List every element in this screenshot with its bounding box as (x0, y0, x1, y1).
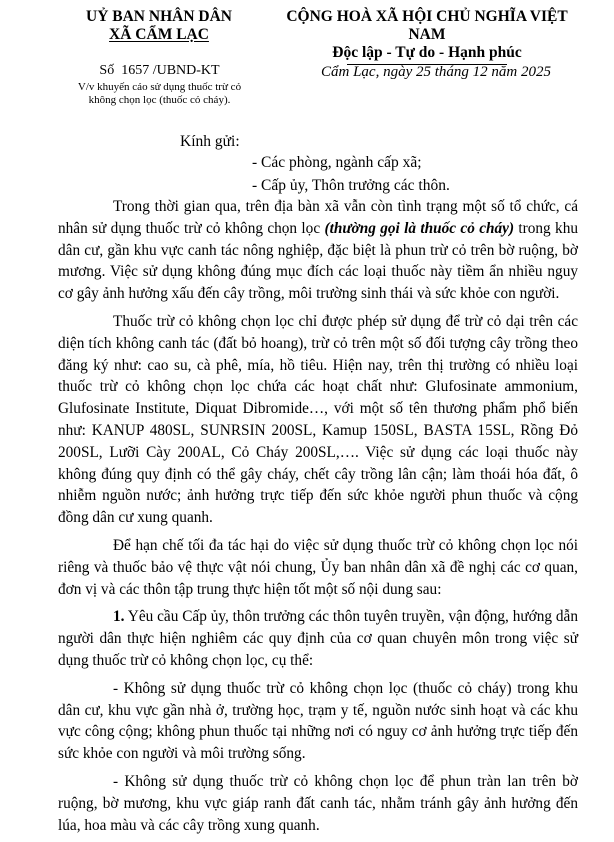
motto: Độc lập - Tự do - Hạnh phúc (332, 44, 522, 61)
number-suffix: /UBND-KT (152, 63, 220, 78)
salutation: Kính gửi: (180, 133, 240, 150)
paragraph-1-part-c: trong khu dân cư, gần khu vực canh tác nông nghiệp, đặc biệt là phun trừ cỏ trên bờ ruộng, bờ mương. Việc sử dụng không đúng mục đích các loại thuốc này tiềm ẩn nhiều nguy cơ gây ảnh hưởng xấu đến cây trồng, môi trường sinh thái và sức khỏe con người. (58, 219, 579, 303)
date-year: năm 2025 (491, 64, 551, 80)
issuing-authority (64, 8, 254, 44)
place-and-date (286, 63, 586, 81)
document-subject (52, 81, 267, 106)
date-day: 25 (415, 64, 431, 80)
paragraph-1-emphasis: (thường gọi là thuốc cỏ cháy) (324, 219, 515, 237)
number-value: 1657 (121, 63, 150, 78)
place-prefix: Cẩm Lạc, ngày (320, 64, 413, 80)
paragraph-3: Để hạn chế tối đa tác hại do việc sử dụng thuốc trừ cỏ không chọn lọc nói riêng và thuốc bảo vệ thực vật nói chung, Ủy ban nhân dân xã đề nghị các cơ quan, đơn vị và các thôn tập trung thực hiện tốt một số nội dung sau: (58, 536, 578, 598)
paragraph-2: Thuốc trừ cỏ không chọn lọc chỉ được phép sử dụng để trừ cỏ dại trên các diện tích không canh tác (đất bỏ hoang), trừ cỏ trên một số đối tượng cây trồng theo đăng ký như: cao su, cà phê, mía, hồ tiêu. Hiện nay, trên thị trường có nhiều loại thuốc trừ cỏ không chọn lọc chứa các hoạt chất như: Glufosinate ammonium, Glufosinate Institute, Diquat Dibromide…, với một số tên thương phẩm phổ biến như: KANUP 480SL, SUNRSIN 200SL, Kamup 150SL, BASTA 15SL, Rồng Đỏ 200SL, Lưỡi Cày 200AL, Cỏ Cháy 200SL,…. Việc sử dụng các loại thuốc này không đúng quy định có thể gây cháy, chết cây trồng lân cận; làm thoái hóa đất, ô nhiễm nguồn nước; ảnh hưởng trực tiếp đến sức khỏe người phun thuốc và cộng đồng dân cư xung quanh. (58, 312, 578, 527)
paragraph-1 (58, 196, 578, 305)
paragraph-4 (58, 606, 578, 671)
paragraph-1-part-a: Trong thời gian qua, trên địa bàn xã vẫn còn tình trạng một số tổ chức, cá nhân sử dụng thuốc trừ cỏ không chọn lọc (58, 198, 578, 237)
recipient-item: - Cấp ủy, Thôn trưởng các thôn. (252, 177, 450, 194)
document-number (52, 63, 267, 79)
date-month: 12 (472, 64, 488, 80)
item-number: 1. (113, 608, 125, 626)
subject-line-1: V/v khuyến cáo sử dụng thuốc trừ cỏ (77, 81, 242, 93)
document-body (58, 196, 578, 842)
paragraph-6: - Không sử dụng thuốc trừ cỏ không chọn lọc để phun tràn lan trên bờ ruộng, bờ mương, khu vực giáp ranh đất canh tác, nhằm tránh gây ảnh hưởng đến lúa, hoa màu và các cây trồng xung quanh. (58, 772, 578, 834)
authority-name: UỶ BAN NHÂN DÂN (86, 8, 232, 25)
recipient-item: - Các phòng, ngành cấp xã; (252, 154, 422, 171)
commune-name: XÃ CẨM LẠC (109, 26, 209, 43)
month-word: tháng (434, 64, 469, 80)
nation-name: CỘNG HOÀ XÃ HỘI CHỦ NGHĨA VIỆT NAM (286, 8, 568, 43)
subject-line-2: không chọn lọc (thuốc cỏ cháy). (88, 93, 231, 106)
paragraph-4-text: Yêu cầu Cấp ủy, thôn trưởng các thôn tuyên truyền, vận động, hướng dẫn người dân thực hiện nghiêm các quy định của cơ quan chuyên môn trong việc sử dụng thuốc trừ cỏ không chọn lọc, cụ thể: (58, 608, 578, 669)
number-prefix: Số (99, 63, 115, 78)
national-header (268, 8, 586, 65)
paragraph-5: - Không sử dụng thuốc trừ cỏ không chọn lọc (thuốc cỏ cháy) trong khu dân cư, khu vực gần nhà ở, trường học, trạm y tế, nguồn nước sinh hoạt và các khu vực công cộng; không phun thuốc tại những nơi có nguy cơ ảnh hưởng trực tiếp đến sức khỏe con người và môi trường sống. (58, 679, 578, 763)
